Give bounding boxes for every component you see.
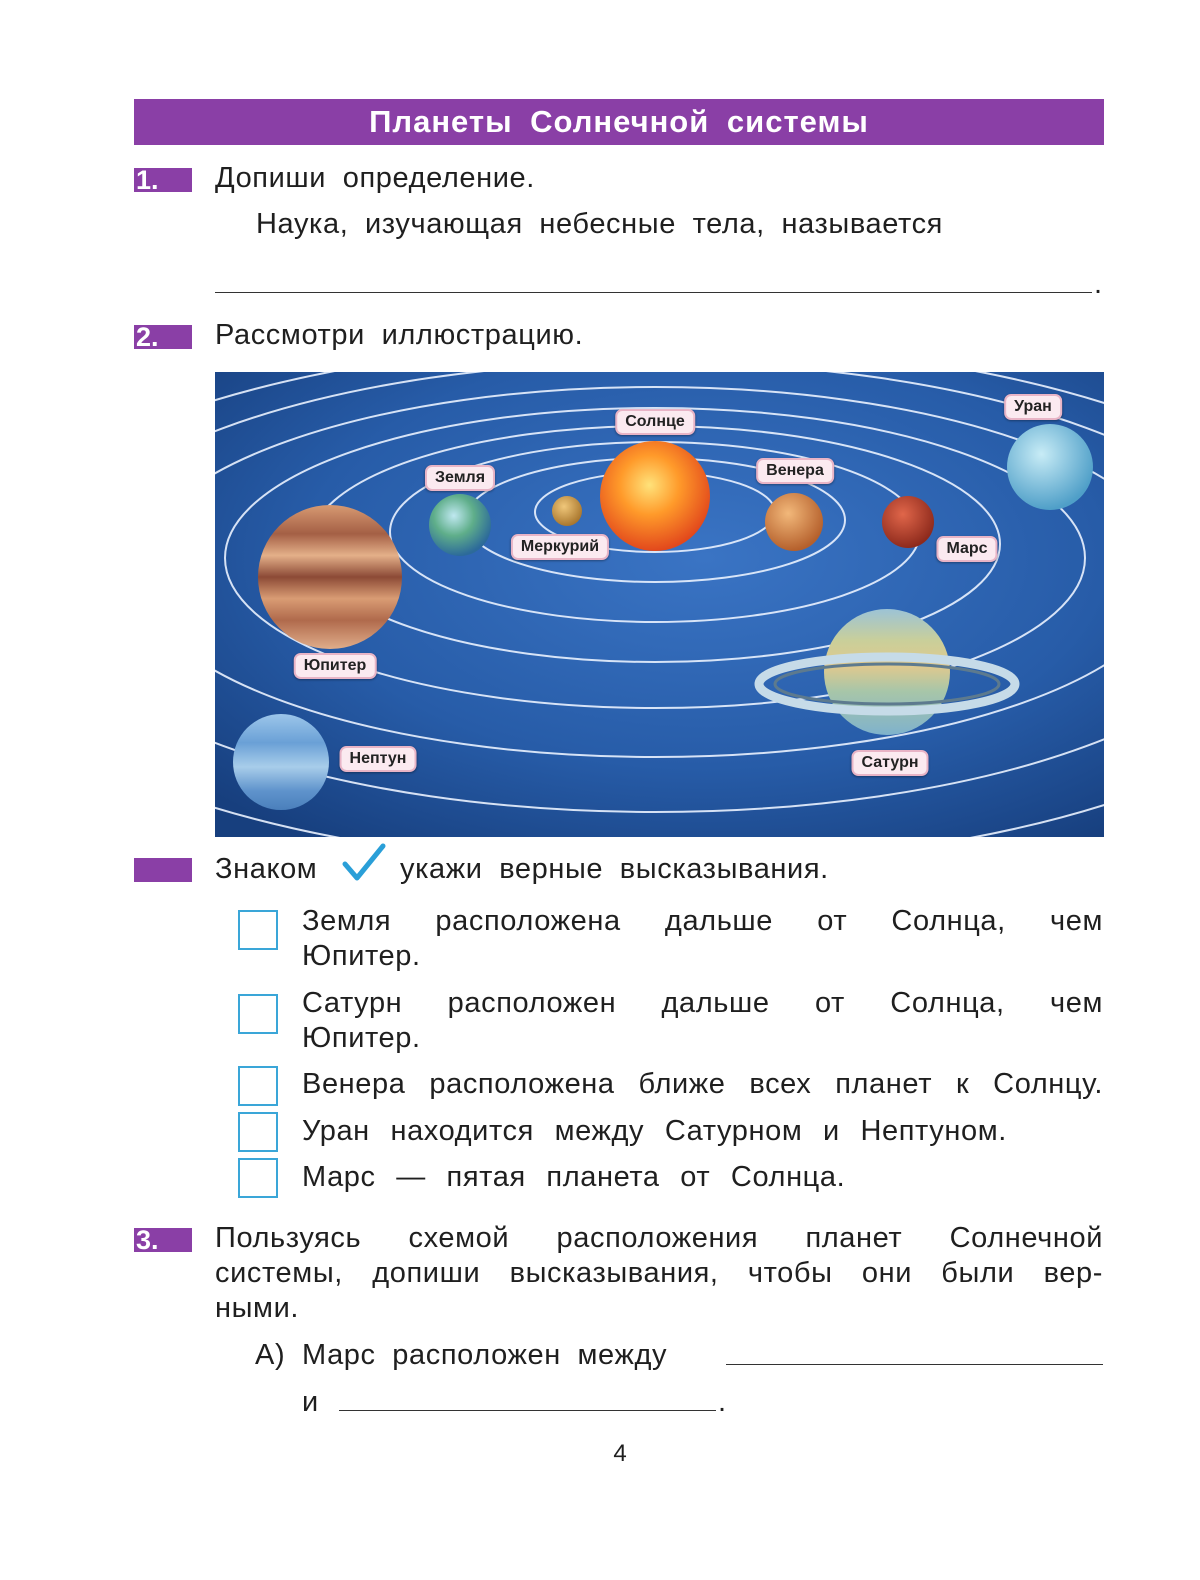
- statement-4-text: Уран находится между Сатурном и Нептуном.: [302, 1115, 1007, 1147]
- page-number: 4: [613, 1440, 627, 1467]
- statement-3-checkbox[interactable]: [238, 1066, 278, 1106]
- check-instruction-before: Знаком: [215, 853, 318, 885]
- label-saturn: Сатурн: [851, 750, 928, 776]
- page-title: [134, 99, 1104, 145]
- task-3-line1: Пользуясь схемой расположения планет Солнечной: [215, 1222, 1103, 1254]
- checkmark-icon: [342, 842, 386, 884]
- statement-1-line1: Земля расположена дальше от Солнца, чем: [302, 905, 1103, 937]
- label-uranus: Уран: [1004, 394, 1062, 420]
- statement-5-text: Марс — пятая планета от Солнца.: [302, 1161, 846, 1193]
- sun-image: [600, 441, 710, 551]
- task-1-end-dot: .: [1094, 268, 1103, 300]
- task-3-line2: системы, допиши высказывания, чтобы они были вер-: [215, 1257, 1103, 1289]
- label-mars: Марс: [936, 536, 997, 562]
- statement-1-checkbox[interactable]: [238, 910, 278, 950]
- uranus-image: [1007, 424, 1093, 510]
- statement-2-line2: Юпитер.: [302, 1022, 421, 1054]
- label-earth: Земля: [425, 465, 495, 491]
- task-3a-answer-line-2[interactable]: [339, 1410, 716, 1411]
- solar-system-illustration: [215, 372, 1104, 837]
- mars-image: [882, 496, 934, 548]
- task-3-number: 3.: [134, 1228, 192, 1252]
- statement-1-line2: Юпитер.: [302, 940, 421, 972]
- check-instruction-after: укажи верные высказывания.: [400, 853, 829, 885]
- statement-2-line1: Сатурн расположен дальше от Солнца, чем: [302, 987, 1103, 1019]
- statement-5-checkbox[interactable]: [238, 1158, 278, 1198]
- earth-image: [429, 494, 491, 556]
- page-title-text: Планеты Солнечной системы: [369, 104, 869, 139]
- task-1-number: 1.: [134, 168, 192, 192]
- label-sun: Солнце: [615, 409, 695, 435]
- neptune-image: [233, 714, 329, 810]
- task-1-sentence: Наука, изучающая небесные тела, называется: [256, 208, 943, 240]
- statement-2-checkbox[interactable]: [238, 994, 278, 1034]
- task-3a-label: А): [255, 1339, 286, 1371]
- label-venus: Венера: [756, 458, 834, 484]
- task-3-line3: ными.: [215, 1292, 300, 1324]
- label-mercury: Меркурий: [511, 534, 609, 560]
- venus-image: [765, 493, 823, 551]
- task-3a-answer-line-1[interactable]: [726, 1364, 1103, 1365]
- subtask-marker: [134, 858, 192, 882]
- task-3a-and: и: [302, 1386, 319, 1418]
- jupiter-image: [258, 505, 402, 649]
- label-neptune: Нептун: [340, 746, 417, 772]
- statement-4-checkbox[interactable]: [238, 1112, 278, 1152]
- task-2-number: 2.: [134, 325, 192, 349]
- task-1-instruction: Допиши определение.: [215, 162, 535, 194]
- statement-3-text: Венера расположена ближе всех планет к Солнцу.: [302, 1068, 1103, 1100]
- mercury-image: [552, 496, 582, 526]
- label-jupiter: Юпитер: [294, 653, 377, 679]
- task-1-answer-line[interactable]: [215, 292, 1092, 293]
- task-3a-text: Марс расположен между: [302, 1339, 668, 1371]
- task-3a-dot: .: [718, 1386, 727, 1418]
- task-2-instruction: Рассмотри иллюстрацию.: [215, 319, 584, 351]
